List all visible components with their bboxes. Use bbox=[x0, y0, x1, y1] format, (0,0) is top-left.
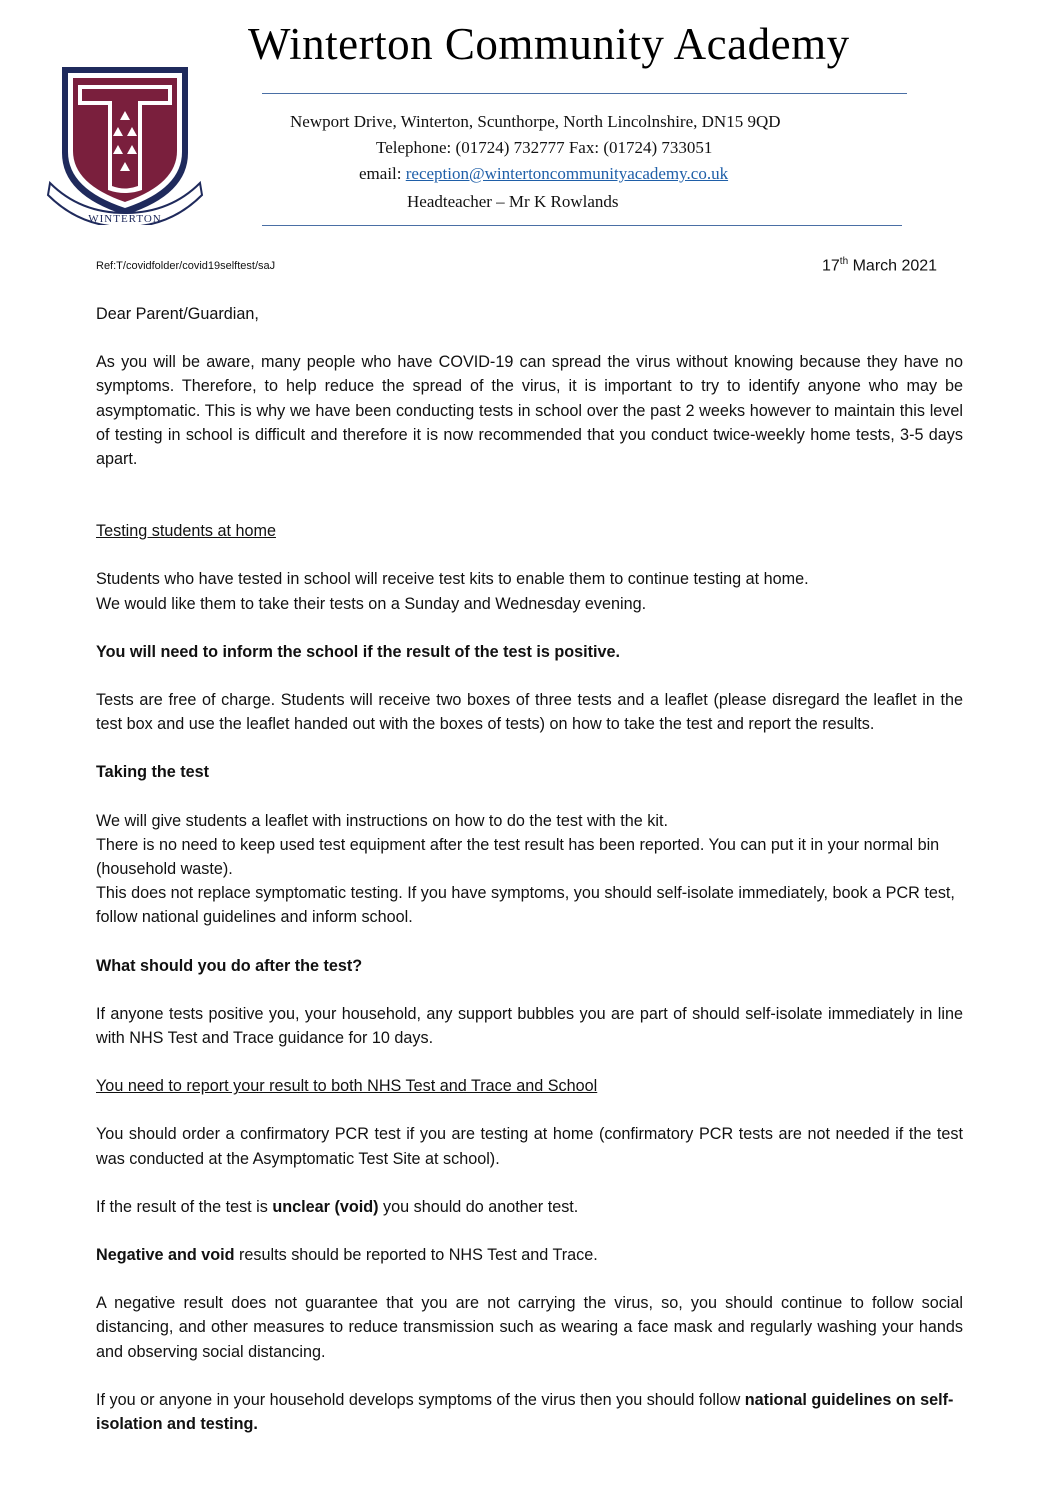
reference-code: Ref:T/covidfolder/covid19selftest/saJ bbox=[96, 260, 276, 272]
email-label: email: bbox=[359, 164, 402, 183]
section-heading-after-test: What should you do after the test? bbox=[96, 956, 363, 975]
school-email-line bbox=[359, 164, 728, 184]
letter-date: 17th March 2021 bbox=[822, 256, 938, 275]
taking-test-paragraph: We will give students a leaflet with instructions on how to do the test with the kit. There is no need to keep used test equipment after the test result has been reported. You can put it in your normal bin (household waste). This does not replace symptomatic testing. If you have symptoms, you should self-isolate immediately, book a PCR test, follow national guidelines and inform school. bbox=[96, 811, 955, 927]
symptoms-paragraph: If you or anyone in your household develops symptoms of the virus then you should follow national guidelines on self-isolation and testing. bbox=[96, 1390, 954, 1434]
free-of-charge-paragraph: Tests are free of charge. Students will receive two boxes of three tests and a leaflet (please disregard the leaflet in the test box and use the leaflet handed out with the boxes of tests) on how to take the test and report the results. bbox=[96, 691, 963, 734]
school-crest-logo bbox=[40, 55, 210, 225]
letter-body bbox=[96, 302, 963, 1460]
section-heading-taking-test: Taking the test bbox=[96, 763, 210, 782]
salutation: Dear Parent/Guardian, bbox=[96, 305, 259, 323]
school-name-heading: Winterton Community Academy bbox=[248, 19, 850, 69]
school-phone: Telephone: (01724) 732777 Fax: (01724) 733051 bbox=[376, 138, 713, 157]
testing-at-home-paragraph: Students who have tested in school will receive test kits to enable them to continue testing at home. We would like them to take their tests on a Sunday and Wednesday evening. bbox=[96, 570, 809, 613]
header-divider-top bbox=[262, 93, 907, 94]
school-address: Newport Drive, Winterton, Scunthorpe, North Lincolnshire, DN15 9QD bbox=[290, 112, 781, 131]
positive-result-paragraph: If anyone tests positive you, your household, any support bubbles you are part of should self-isolate immediately in line with NHS Test and Trace guidance for 10 days. bbox=[96, 1004, 963, 1048]
unclear-result-paragraph: If the result of the test is unclear (void) you should do another test. bbox=[96, 1197, 579, 1216]
negative-void-paragraph: Negative and void results should be reported to NHS Test and Trace. bbox=[96, 1246, 598, 1265]
intro-paragraph: As you will be aware, many people who have COVID-19 can spread the virus without knowing because they have no symptoms. Therefore, to help reduce the spread of the virus, it is important to try to identify anyone who may be asymptomatic. This is why we have been conducting tests in school over the past 2 weeks however to maintain this level of testing in school is difficult and therefore it is now recommended that you conduct twice-weekly home tests, 3-5 days apart. bbox=[96, 353, 963, 469]
negative-result-paragraph: A negative result does not guarantee that you are not carrying the virus, so, you should continue to follow social distancing, and other measures to reduce transmission such as wearing a face mask and regularly washing your hands and observing social distancing. bbox=[96, 1294, 963, 1361]
report-result-subheading: You need to report your result to both NHS Test and Trace and School bbox=[96, 1077, 598, 1096]
logo-ribbon-text: WINTERTON bbox=[88, 213, 162, 225]
pcr-test-paragraph: You should order a confirmatory PCR test if you are testing at home (confirmatory PCR tests are not needed if the test was conducted at the Asymptomatic Test Site at school). bbox=[96, 1125, 963, 1168]
section-heading-testing-at-home: Testing students at home bbox=[96, 522, 276, 541]
inform-school-notice: You will need to inform the school if the result of the test is positive. bbox=[96, 642, 621, 661]
header-divider-bottom bbox=[262, 225, 902, 226]
headteacher-line: Headteacher – Mr K Rowlands bbox=[407, 192, 619, 211]
email-link[interactable]: reception@wintertoncommunityacademy.co.uk bbox=[405, 164, 729, 183]
